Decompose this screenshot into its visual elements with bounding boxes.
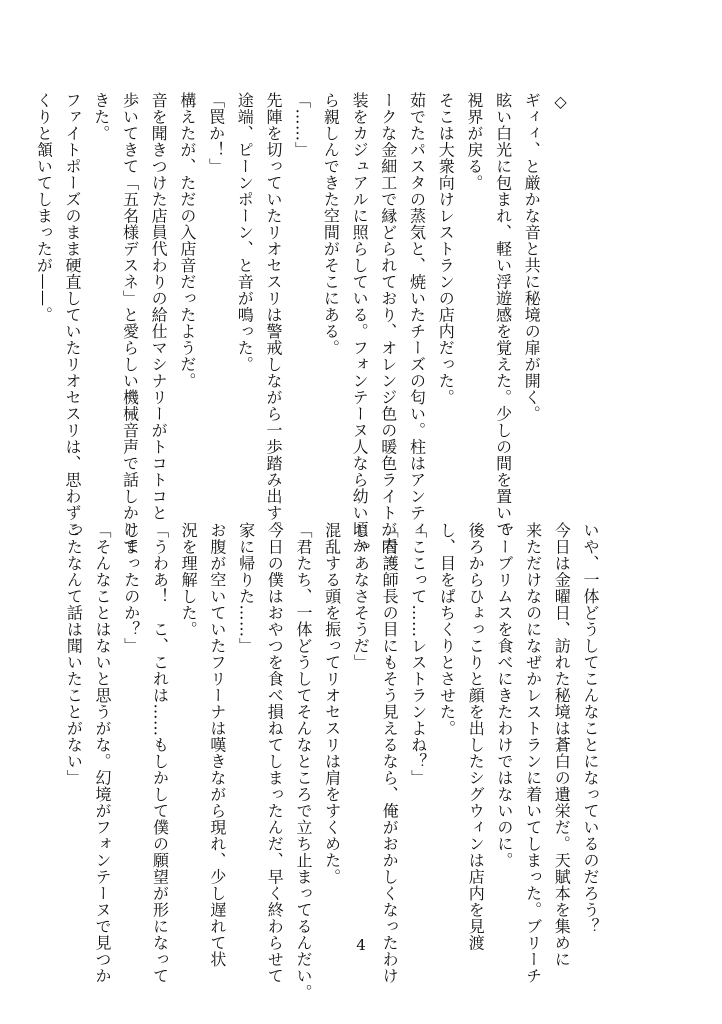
- text-line: ら親しんできた空間がそこにある。: [321, 92, 341, 356]
- text-column-top: [29, 92, 574, 554]
- text-line: 途端、ピーンポーン、と音が鳴った。: [235, 92, 255, 373]
- text-line: 「……」: [292, 92, 312, 158]
- text-line: 「看護師長の目にもそう見えるなら、俺がおかしくなったわけ: [380, 522, 400, 984]
- text-line: しまったのか？」: [121, 522, 141, 654]
- text-line: きた。: [91, 92, 111, 142]
- text-column-bottom: [59, 522, 604, 1001]
- text-line: 「うわあ！ こ、これは……もしかして僕の願望が形になって: [150, 522, 170, 984]
- text-line: ークな金細工で縁どられており、オレンジ色の暖色ライトが内: [378, 92, 398, 554]
- text-line: 今日の僕はおやつを食べ損ねてしまったんだ、早く終わらせて: [265, 522, 285, 984]
- text-line: いや、一体どうしてこんなことになっているのだろう？: [581, 522, 600, 935]
- text-line: そこは大衆向けレストランの店内だった。: [436, 92, 456, 406]
- text-line: お腹が空いていたフリーナは嘆きながら現れ、少し遅れて状: [207, 522, 227, 968]
- text-line: 装をカジュアルに照らしている。フォンテーヌ人なら幼い頃か: [350, 92, 370, 554]
- text-line: じゃあなさそうだ」: [351, 522, 371, 671]
- text-line: くりと頷いてしまったが——。: [34, 92, 54, 323]
- text-line: ◇: [551, 92, 570, 112]
- text-line: 歩いてきて「五名様デスネ」と愛らしい機械音声で話しかけて: [120, 92, 140, 554]
- text-line: 家に帰りた……」: [236, 522, 256, 654]
- text-line: 「そんなことはないと思うがな。幻境がフォンテーヌで見つか: [93, 522, 113, 984]
- text-line: ったなんて話は聞いたことがない」: [64, 522, 84, 786]
- text-line: ャーブリムスを食べにきたわけではないのに。: [494, 522, 514, 869]
- text-line: ファイトポーズのまま硬直していたリオセスリは、思わずこ: [63, 92, 83, 538]
- text-line: 「罠か！」: [206, 92, 226, 175]
- text-line: 音を聞きつけた店員代わりの給仕マシナリーがトコトコと: [149, 92, 169, 521]
- text-line: 視界が戻る。: [464, 92, 484, 191]
- page-number: 4: [356, 936, 366, 954]
- text-line: 況を理解した。: [179, 522, 199, 638]
- text-line: 後ろからひょっこりと顔を出したシグウィンは店内を見渡: [466, 522, 486, 951]
- text-line: 混乱する頭を振ってリオセスリは肩をすくめた。: [322, 522, 342, 885]
- text-line: 眩い白光に包まれ、軽い浮遊感を覚えた。少しの間を置いて: [493, 92, 513, 538]
- text-line: 先陣を切っていたリオセスリは警戒しながら一歩踏み出す。: [263, 92, 283, 538]
- text-line: ギィィ、と厳かな音と共に秘境の扉が開く。: [522, 92, 542, 422]
- text-line: 「ここって……レストランよね？」: [408, 522, 428, 786]
- text-line: 来ただけなのになぜかレストランに着いてしまった。ブリーチ: [523, 522, 543, 984]
- text-line: し、目をぱちくりとさせた。: [437, 522, 457, 737]
- text-line: 「君たち、一体どうしてそんなところで立ち止まってるんだい。: [293, 522, 313, 1001]
- text-line: 構えたが、ただの入店音だったようだ。: [177, 92, 197, 389]
- text-line: 今日は金曜日、訪れた秘境は蒼白の遺栄だ。天賦本を集めに: [552, 522, 572, 968]
- text-line: 茹でたパスタの蒸気と、焼いたチーズの匂い。柱はアンティ: [407, 92, 427, 538]
